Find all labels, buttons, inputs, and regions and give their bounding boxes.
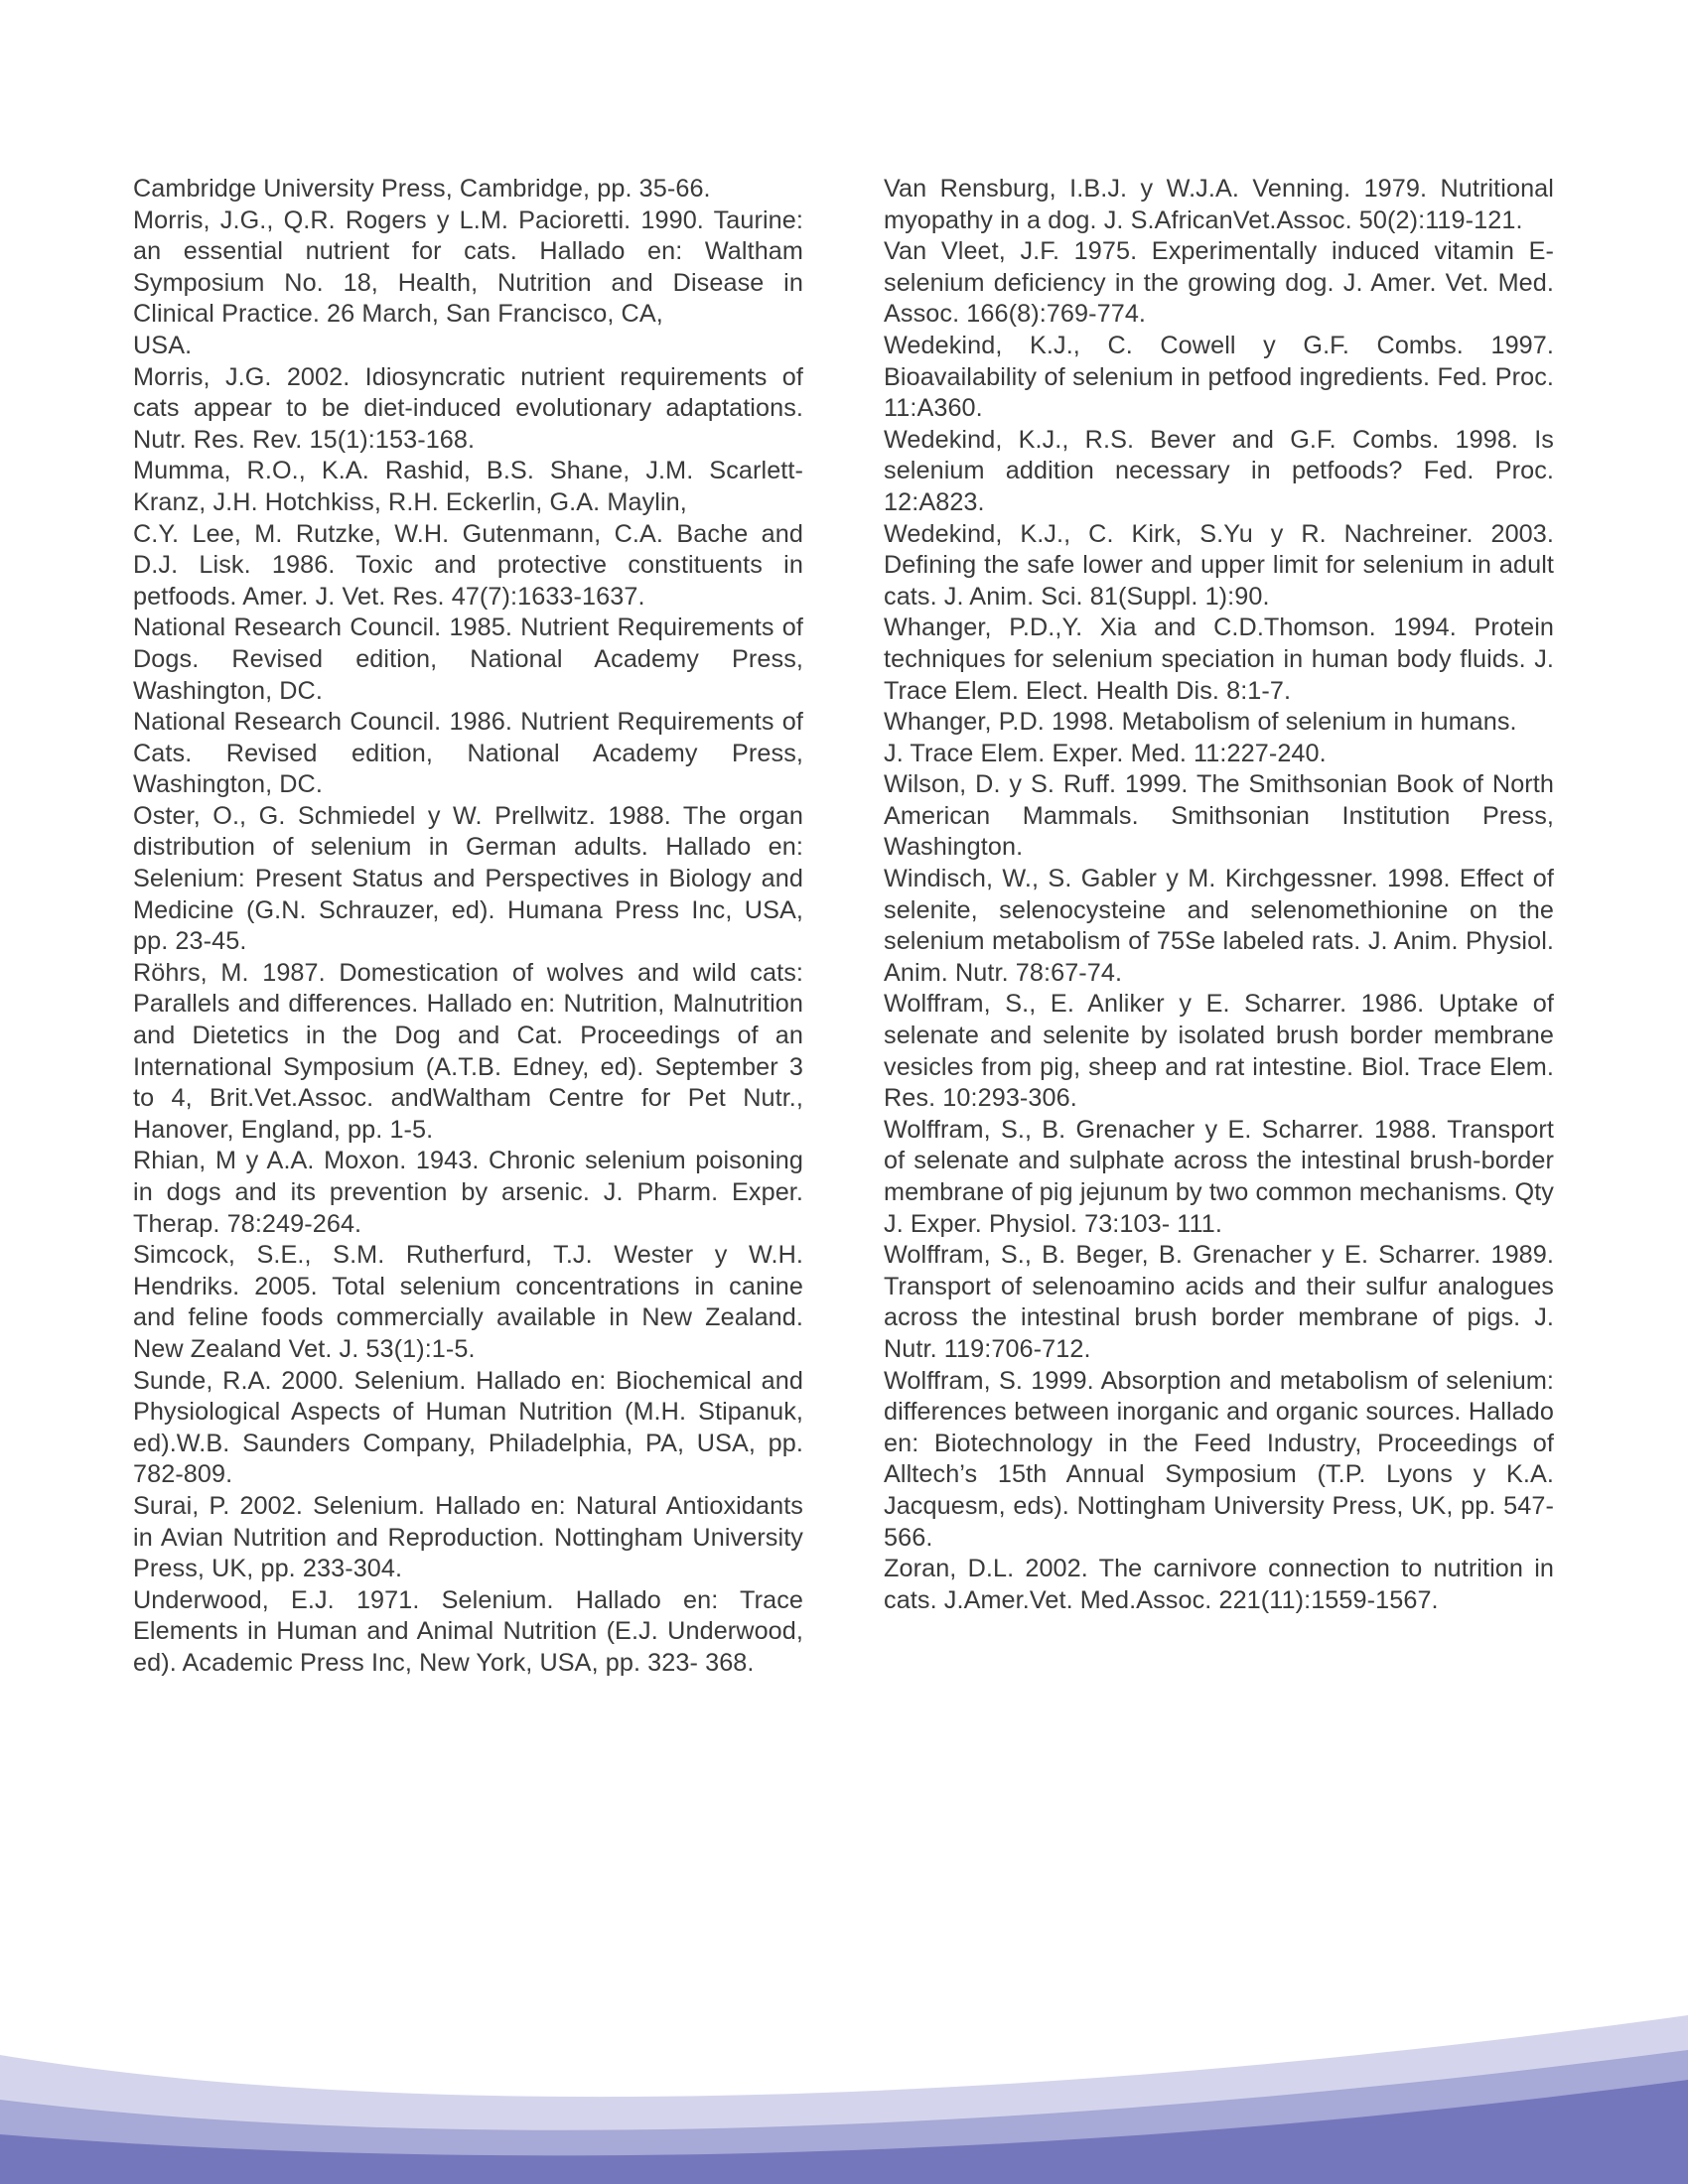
reference-entry: Whanger, P.D.,Y. Xia and C.D.Thomson. 1994. Protein techniques for selenium speciation in human body fluids. J. Trace Elem. Elect. Health Dis. 8:1-7.	[884, 614, 1554, 705]
reference-entry: Wedekind, K.J., R.S. Bever and G.F. Combs. 1998. Is selenium addition necessary in petfoods? Fed. Proc. 12:A823.	[884, 425, 1554, 516]
reference-entry: Underwood, E.J. 1971. Selenium. Hallado en: Trace Elements in Human and Animal Nutrition (E.J. Underwood, ed). Academic Press Inc, New York, USA, pp. 323- 368.	[133, 1585, 803, 1677]
references-left-column	[133, 174, 803, 1680]
reference-entry: Cambridge University Press, Cambridge, pp. 35-66.	[133, 175, 711, 203]
reference-entry: Whanger, P.D. 1998. Metabolism of selenium in humans.	[884, 708, 1517, 737]
reference-entry: Wolffram, S., B. Grenacher y E. Scharrer. 1988. Transport of selenate and sulphate across the intestinal brush-border membrane of pig jejunum by two common mechanisms. Qty J. Exper. Physiol. 73:103- 111.	[884, 1115, 1554, 1238]
reference-entry: Wedekind, K.J., C. Cowell y G.F. Combs. 1997. Bioavailability of selenium in petfood ingredients. Fed. Proc. 11:A360.	[884, 331, 1554, 423]
reference-entry: Sunde, R.A. 2000. Selenium. Hallado en: Biochemical and Physiological Aspects of Human Nutrition (M.H. Stipanuk, ed).W.B. Saunders Company, Philadelphia, PA, USA, pp. 782-809.	[133, 1366, 803, 1489]
reference-entry: Van Rensburg, I.B.J. y W.J.A. Venning. 1979. Nutritional myopathy in a dog. J. S.AfricanVet.Assoc. 50(2):119-121.	[884, 175, 1554, 234]
reference-entry: Simcock, S.E., S.M. Rutherfurd, T.J. Wester y W.H. Hendriks. 2005. Total selenium concentrations in canine and feline foods commercially available in New Zealand. New Zealand Vet. J. 53(1):1-5.	[133, 1241, 803, 1363]
reference-entry: Windisch, W., S. Gabler y M. Kirchgessner. 1998. Effect of selenite, selenocysteine and selenomethionine on the selenium metabolism of 75Se labeled rats. J. Anim. Physiol. Anim. Nutr. 78:67-74.	[884, 865, 1554, 987]
reference-entry: J. Trace Elem. Exper. Med. 11:227-240.	[884, 739, 1327, 767]
references-right-column	[884, 174, 1554, 1616]
reference-entry: Van Vleet, J.F. 1975. Experimentally induced vitamin E-selenium deficiency in the growing dog. J. Amer. Vet. Med. Assoc. 166(8):769-774.	[884, 237, 1554, 329]
reference-entry: Wolffram, S., E. Anliker y E. Scharrer. 1986. Uptake of selenate and selenite by isolated brush border membrane vesicles from pig, sheep and rat intestine. Biol. Trace Elem. Res. 10:293-306.	[884, 990, 1554, 1113]
reference-entry: National Research Council. 1985. Nutrient Requirements of Dogs. Revised edition, National Academy Press, Washington, DC.	[133, 614, 803, 705]
reference-entry: Röhrs, M. 1987. Domestication of wolves and wild cats: Parallels and differences. Hallado en: Nutrition, Malnutrition and Dietetics in the Dog and Cat. Proceedings of an International Symposium (A.T.B. Edney, ed). September 3 to 4, Brit.Vet.Assoc. andWaltham Centre for Pet Nutr., Hanover, England, pp. 1-5.	[133, 958, 803, 1144]
reference-entry: Wilson, D. y S. Ruff. 1999. The Smithsonian Book of North American Mammals. Smithsonian Institution Press, Washington.	[884, 770, 1554, 862]
reference-entry: Rhian, M y A.A. Moxon. 1943. Chronic selenium poisoning in dogs and its prevention by arsenic. J. Pharm. Exper. Therap. 78:249-264.	[133, 1147, 803, 1238]
reference-entry: Morris, J.G., Q.R. Rogers y L.M. Pacioretti. 1990. Taurine: an essential nutrient for cats. Hallado en: Waltham Symposium No. 18, Health, Nutrition and Disease in Clinical Practice. 26 March, San Francisco, CA,	[133, 205, 803, 329]
reference-entry: Wedekind, K.J., C. Kirk, S.Yu y R. Nachreiner. 2003. Defining the safe lower and upper limit for selenium in adult cats. J. Anim. Sci. 81(Suppl. 1):90.	[884, 519, 1554, 611]
reference-entry: C.Y. Lee, M. Rutzke, W.H. Gutenmann, C.A. Bache and D.J. Lisk. 1986. Toxic and protective constituents in petfoods. Amer. J. Vet. Res. 47(7):1633-1637.	[133, 519, 803, 611]
reference-entry: USA.	[133, 331, 193, 359]
reference-entry: Morris, J.G. 2002. Idiosyncratic nutrient requirements of cats appear to be diet-induced evolutionary adaptations. Nutr. Res. Rev. 15(1):153-168.	[133, 362, 803, 454]
reference-entry: Mumma, R.O., K.A. Rashid, B.S. Shane, J.M. Scarlett-Kranz, J.H. Hotchkiss, R.H. Eckerlin, G.A. Maylin,	[133, 457, 803, 516]
reference-entry: Oster, O., G. Schmiedel y W. Prellwitz. 1988. The organ distribution of selenium in German adults. Hallado en: Selenium: Present Status and Perspectives in Biology and Medicine (G.N. Schrauzer, ed). Humana Press Inc, USA, pp. 23-45.	[133, 801, 803, 956]
reference-entry: Surai, P. 2002. Selenium. Hallado en: Natural Antioxidants in Avian Nutrition and Reproduction. Nottingham University Press, UK, pp. 233-304.	[133, 1491, 803, 1583]
reference-entry: National Research Council. 1986. Nutrient Requirements of Cats. Revised edition, National Academy Press, Washington, DC.	[133, 708, 803, 799]
reference-entry: Zoran, D.L. 2002. The carnivore connection to nutrition in cats. J.Amer.Vet. Med.Assoc. 221(11):1559-1567.	[884, 1555, 1554, 1614]
reference-entry: Wolffram, S., B. Beger, B. Grenacher y E. Scharrer. 1989. Transport of selenoamino acids and their sulfur analogues across the intestinal brush border membrane of pigs. J. Nutr. 119:706-712.	[884, 1241, 1554, 1363]
reference-entry: Wolffram, S. 1999. Absorption and metabolism of selenium: differences between inorganic and organic sources. Hallado en: Biotechnology in the Feed Industry, Proceedings of Alltech’s 15th Annual Symposium (T.P. Lyons y K.A. Jacquesm, eds). Nottingham University Press, UK, pp. 547-566.	[884, 1366, 1554, 1552]
footer-wave-decoration	[0, 1995, 1688, 2184]
